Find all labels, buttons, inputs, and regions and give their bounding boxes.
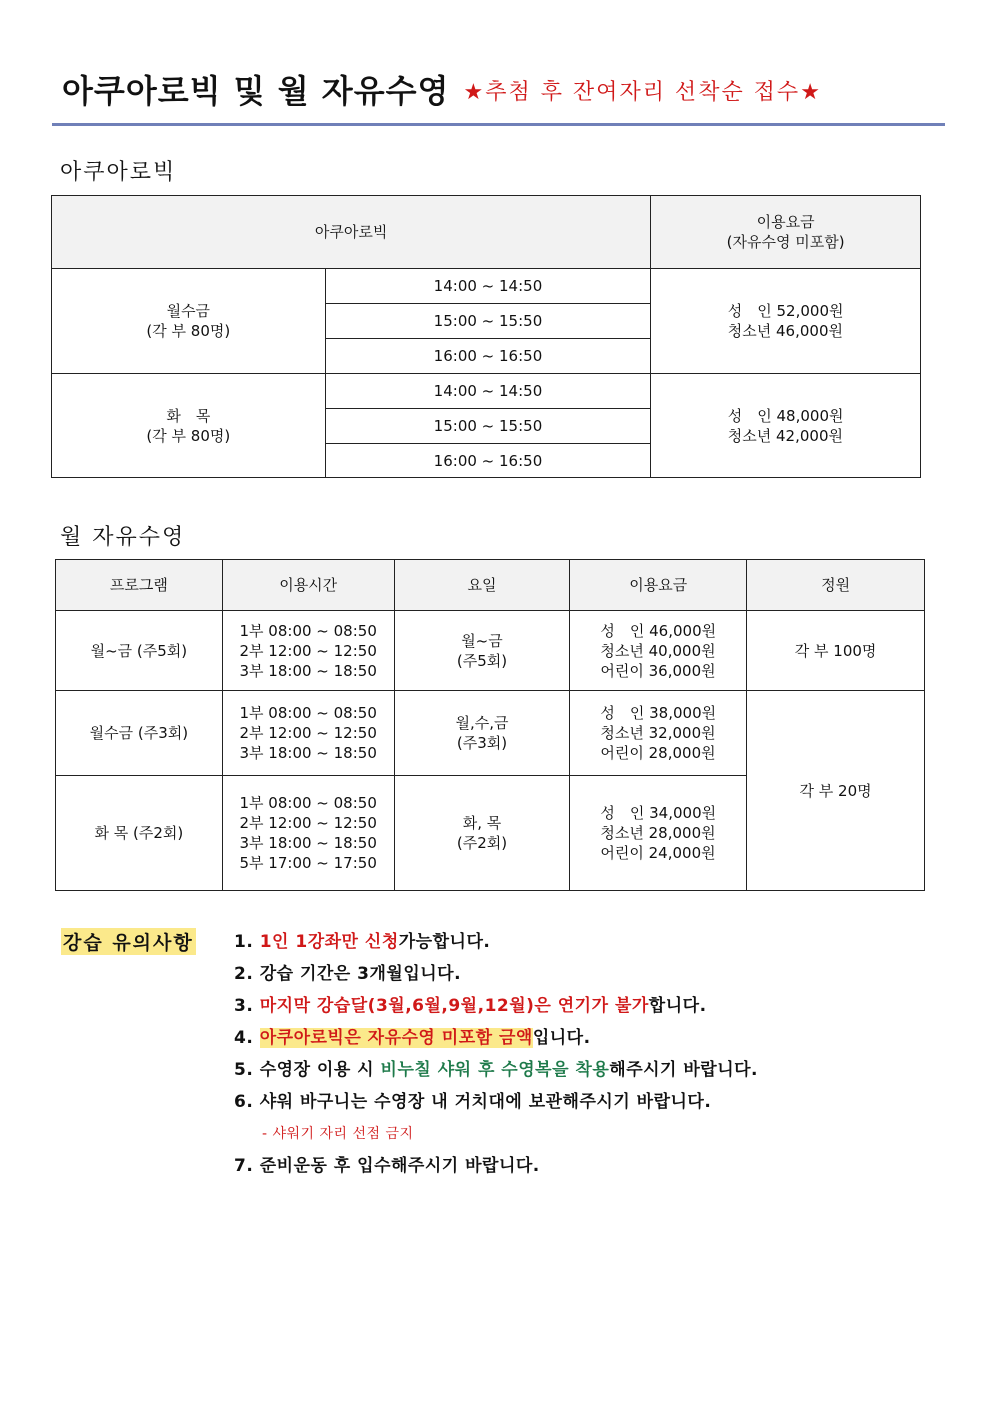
note-4 — [234, 1024, 758, 1056]
program-cell: 화 목 (주2회) — [56, 776, 223, 891]
note-2: 2. 강습 기간은 3개월입니다. — [234, 964, 462, 984]
note-number: 3. — [234, 996, 260, 1016]
aquarobics-header-fee — [651, 196, 921, 269]
note-7: 7. 준비운동 후 입수해주시기 바랍니다. — [234, 1156, 540, 1176]
group-capacity: (각 부 80명) — [146, 322, 231, 340]
note-emphasis: 1인 1강좌만 신청 — [259, 932, 399, 952]
note-text: 입니다. — [532, 1028, 591, 1048]
time-line: 3부 18:00 ~ 18:50 — [239, 834, 377, 852]
program-cell: 월~금 (주5회) — [56, 611, 223, 691]
time-line: 1부 08:00 ~ 08:50 — [239, 704, 377, 722]
days-line: (주2회) — [456, 834, 508, 852]
days-line: 화, 목 — [462, 814, 502, 832]
time-cell — [222, 611, 394, 691]
section-free-swim-heading: 월 자유수영 — [60, 525, 186, 550]
time-line: 1부 08:00 ~ 08:50 — [239, 794, 377, 812]
fee-cell — [651, 269, 921, 374]
fee-line: 성 인 38,000원 — [600, 704, 717, 722]
fee-line: 청소년 28,000원 — [600, 824, 716, 842]
note-5 — [234, 1056, 758, 1088]
fee-cell — [651, 374, 921, 478]
fee-adult: 성 인 52,000원 — [727, 302, 844, 320]
time-slot: 14:00 ~ 14:50 — [325, 269, 651, 304]
aquarobics-header-program: 아쿠아로빅 — [52, 196, 651, 269]
title-sub: ★추첨 후 잔여자리 선착순 접수★ — [463, 80, 822, 105]
fee-cell — [570, 611, 747, 691]
aquarobics-table — [51, 195, 921, 478]
group-name: 월수금 — [166, 302, 211, 320]
time-slot: 14:00 ~ 14:50 — [325, 374, 651, 409]
note-1 — [234, 928, 758, 960]
days-cell — [394, 776, 570, 891]
fee-header-line2: (자유수영 미포함) — [726, 233, 845, 251]
time-line: 3부 18:00 ~ 18:50 — [239, 661, 377, 680]
time-line: 2부 12:00 ~ 12:50 — [239, 641, 377, 660]
header-fee: 이용요금 — [570, 560, 747, 611]
fee-line: 성 인 34,000원 — [600, 804, 717, 822]
time-cell — [222, 691, 394, 776]
time-line: 2부 12:00 ~ 12:50 — [239, 724, 377, 742]
group-cell — [52, 374, 326, 478]
fee-youth: 청소년 46,000원 — [727, 322, 843, 340]
note-emphasis: 마지막 강습달(3월,6월,9월,12월)은 연기가 불가 — [259, 996, 649, 1016]
notes-label: 강습 유의사항 — [61, 928, 196, 955]
header-time: 이용시간 — [222, 560, 394, 611]
title-underline — [52, 123, 945, 126]
header-capacity: 정원 — [747, 560, 925, 611]
note-emphasis: 아쿠아로빅은 자유수영 미포함 금액 — [259, 1028, 533, 1048]
header-program: 프로그램 — [56, 560, 223, 611]
page-title — [62, 66, 822, 112]
group-name: 화 목 — [166, 406, 211, 425]
time-line: 5부 17:00 ~ 17:50 — [239, 854, 377, 872]
fee-cell — [570, 776, 747, 891]
free-swim-table — [55, 559, 925, 891]
note-number: 4. — [234, 1028, 260, 1048]
header-days: 요일 — [394, 560, 570, 611]
fee-line: 성 인 46,000원 — [600, 621, 717, 640]
time-line: 2부 12:00 ~ 12:50 — [239, 814, 377, 832]
days-cell — [394, 691, 570, 776]
days-cell — [394, 611, 570, 691]
note-text: 합니다. — [648, 996, 707, 1016]
days-line: (주3회) — [456, 734, 508, 752]
days-line: 월,수,금 — [455, 714, 509, 732]
group-cell — [52, 269, 326, 374]
title-main: 아쿠아로빅 및 월 자유수영 — [62, 72, 450, 110]
note-number: 5. — [234, 1060, 260, 1080]
group-capacity: (각 부 80명) — [146, 426, 231, 445]
section-aquarobics-heading: 아쿠아로빅 — [60, 160, 177, 185]
program-cell: 월수금 (주3회) — [56, 691, 223, 776]
note-emphasis: 비누칠 샤워 후 수영복을 착용 — [380, 1060, 610, 1080]
time-slot: 15:00 ~ 15:50 — [325, 304, 651, 339]
fee-line: 어린이 24,000원 — [600, 844, 716, 862]
fee-header-line1: 이용요금 — [756, 213, 815, 231]
time-line: 3부 18:00 ~ 18:50 — [239, 744, 377, 762]
time-line: 1부 08:00 ~ 08:50 — [239, 621, 377, 640]
fee-cell — [570, 691, 747, 776]
days-line: 월~금 — [461, 631, 503, 650]
fee-adult: 성 인 48,000원 — [727, 406, 844, 425]
note-text: 가능합니다. — [398, 932, 491, 952]
fee-line: 청소년 32,000원 — [600, 724, 716, 742]
note-text: 해주시기 바랍니다. — [609, 1060, 759, 1080]
capacity-cell: 각 부 100명 — [747, 611, 925, 691]
time-slot: 16:00 ~ 16:50 — [325, 444, 651, 478]
fee-line: 청소년 40,000원 — [600, 641, 716, 660]
time-slot: 16:00 ~ 16:50 — [325, 339, 651, 374]
days-line: (주5회) — [456, 651, 508, 670]
note-6: 6. 샤워 바구니는 수영장 내 거치대에 보관해주시기 바랍니다. — [234, 1092, 712, 1112]
time-slot: 15:00 ~ 15:50 — [325, 409, 651, 444]
fee-line: 어린이 36,000원 — [600, 661, 716, 680]
note-text: 수영장 이용 시 — [259, 1060, 381, 1080]
time-cell — [222, 776, 394, 891]
note-6-sub: - 샤워기 자리 선점 금지 — [262, 1126, 414, 1142]
fee-youth: 청소년 42,000원 — [727, 426, 843, 445]
note-3 — [234, 992, 758, 1024]
note-number: 1. — [234, 932, 260, 952]
notes-list — [234, 928, 758, 1184]
capacity-cell: 각 부 20명 — [747, 691, 925, 891]
fee-line: 어린이 28,000원 — [600, 744, 716, 762]
